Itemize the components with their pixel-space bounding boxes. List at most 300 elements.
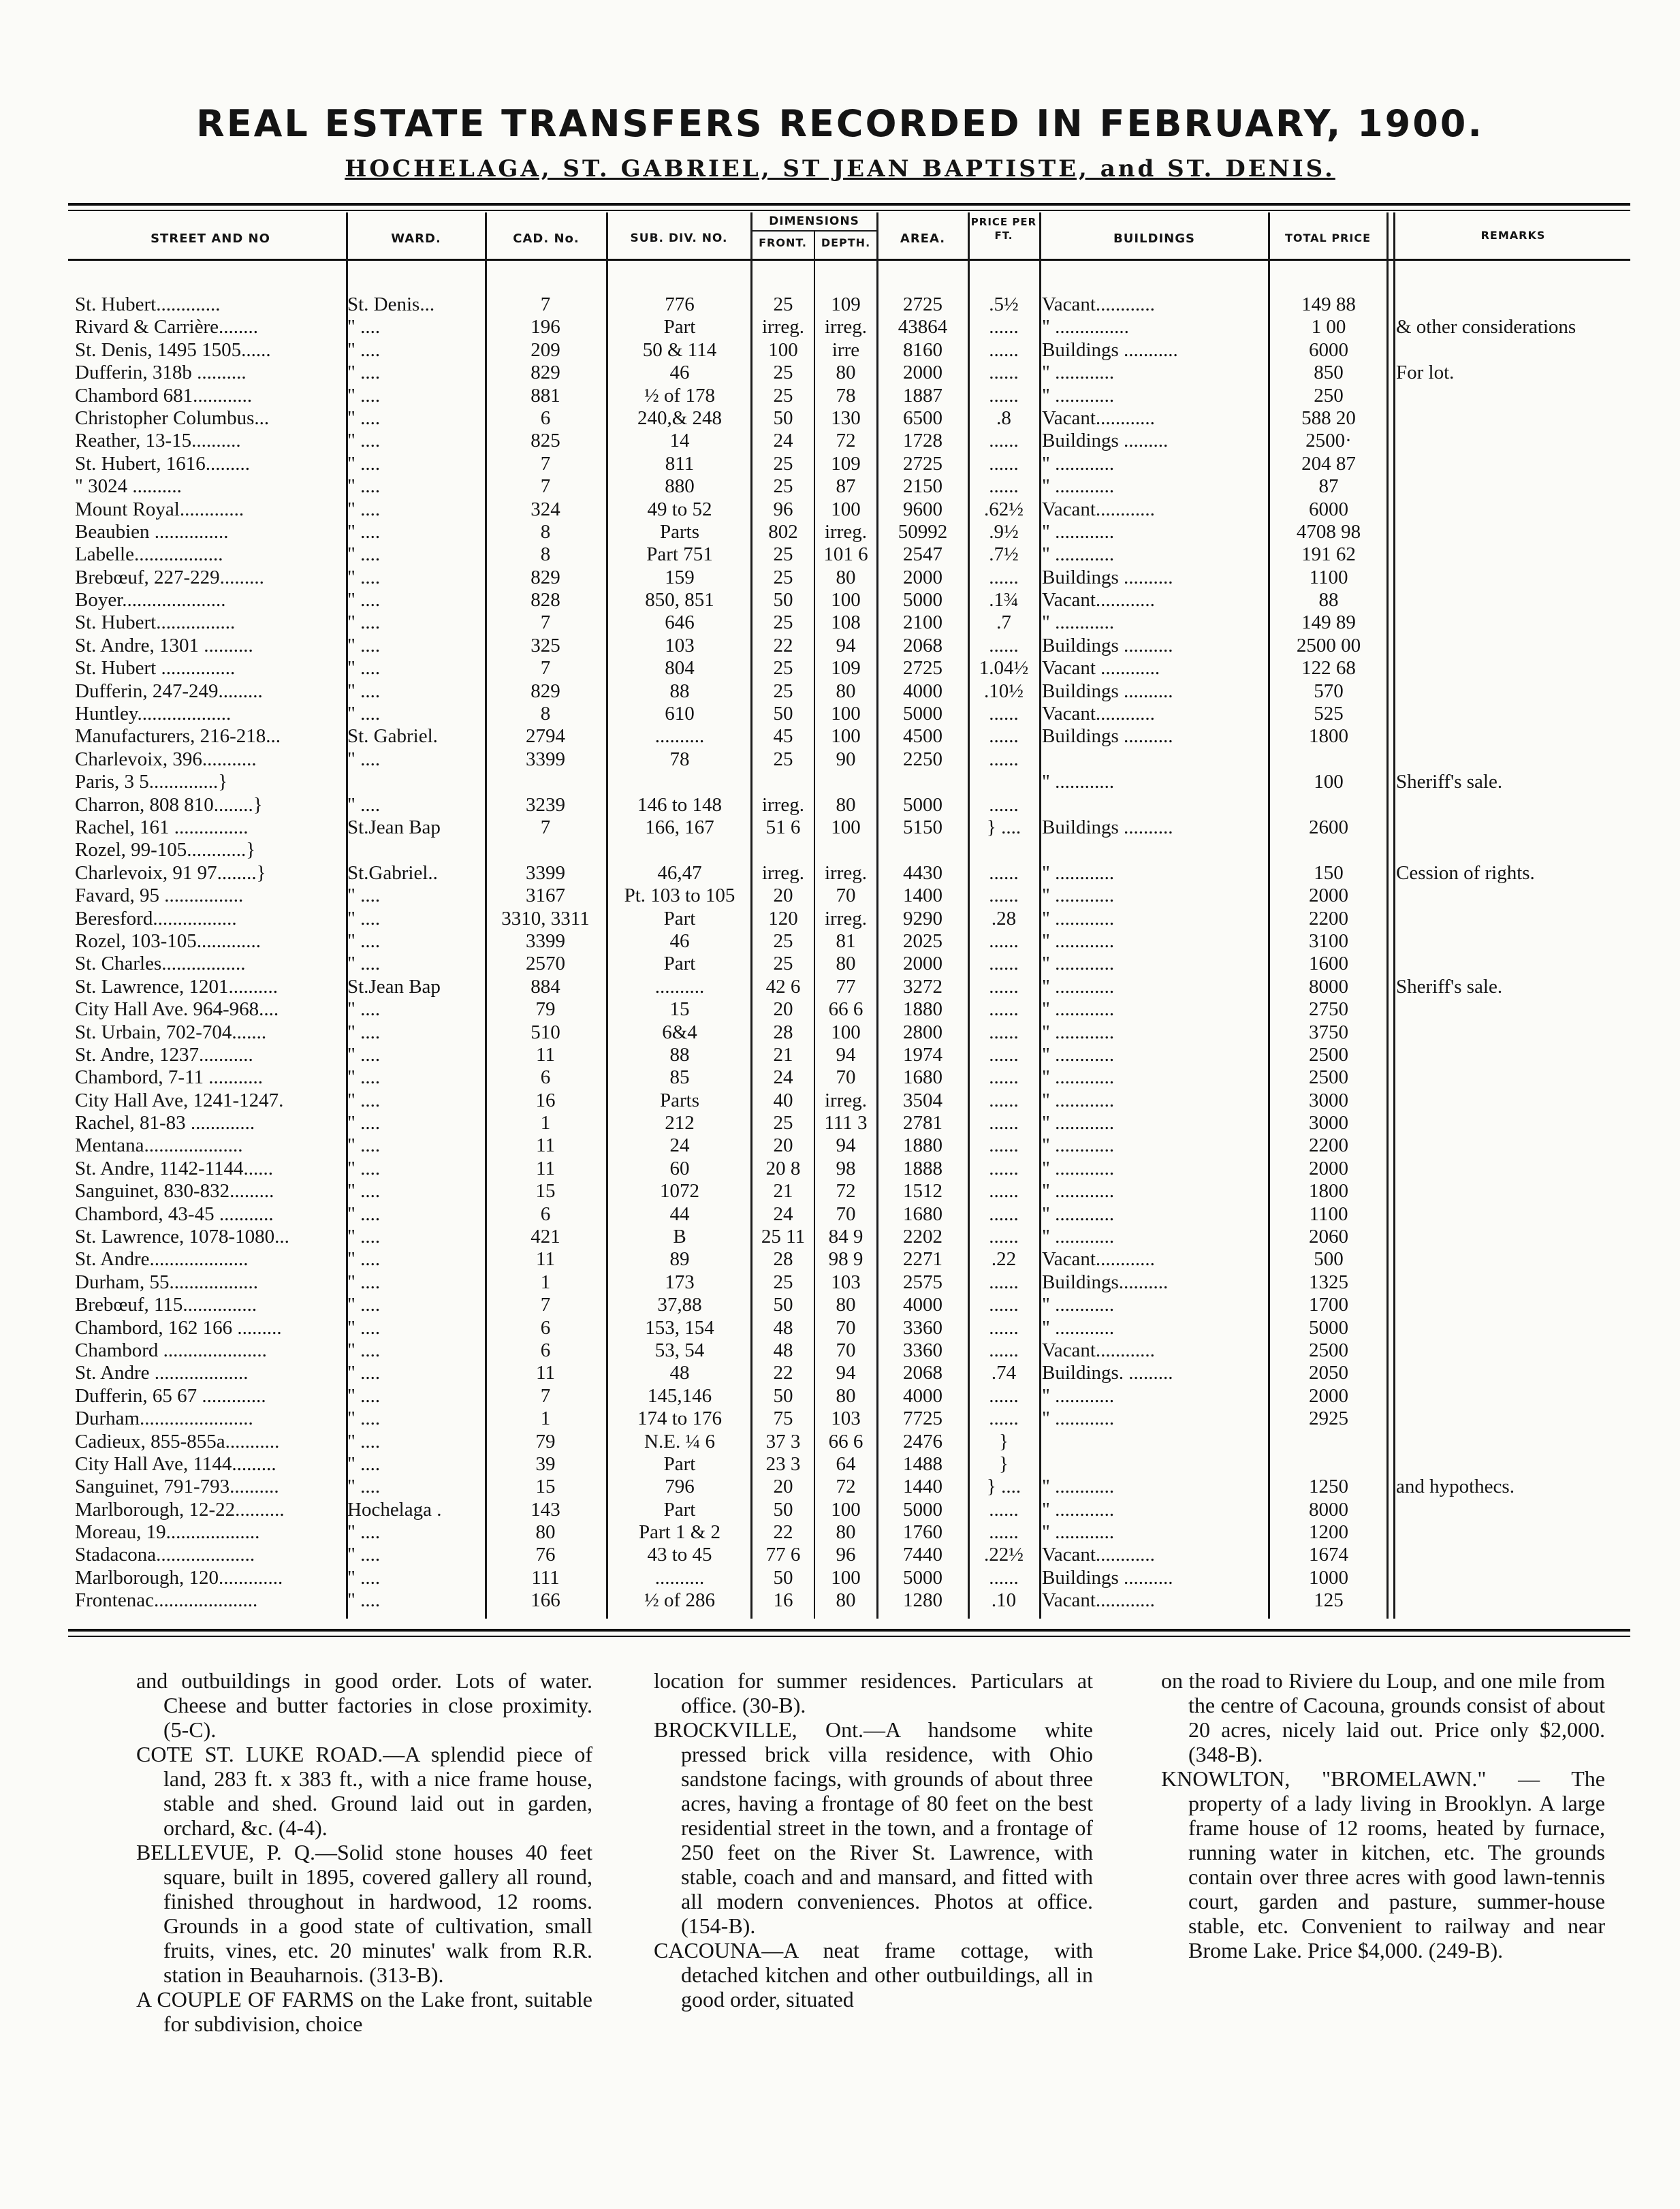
cad-number-cell: 15 [535,1180,556,1203]
ward-cell: " .... [347,1452,381,1475]
total-price-cell: 204 87 [1301,452,1356,475]
area-cell: 2476 [903,1430,942,1452]
ward-cell: " .... [347,748,381,770]
area-cell: 1680 [903,1066,942,1089]
cad-number-cell: 80 [535,1521,556,1544]
table-row [0,385,1680,407]
buildings-cell: Buildings .......... [1042,1566,1173,1589]
front-cell: 25 [773,953,793,975]
buildings-cell: " ............ [1042,520,1115,543]
depth-cell: 103 [831,1271,861,1293]
ward-cell: " .... [347,543,381,566]
street-cell: St. Urbain, 702-704....... [75,1021,267,1043]
price-per-ft-cell: .28 [991,907,1017,929]
front-cell: 22 [773,634,793,656]
bottom-rule-thin [68,1636,1630,1637]
front-cell: 50 [773,703,793,725]
depth-cell: 100 [831,589,861,611]
ward-cell: " .... [347,907,381,929]
sub-division-cell: .......... [654,975,705,998]
ward-cell: " .... [347,1248,381,1271]
ward-cell: " .... [347,520,381,543]
total-price-cell: 1250 [1309,1476,1348,1498]
buildings-cell: " ............ [1042,953,1115,975]
ward-cell: " .... [347,1566,381,1589]
total-price-cell: 2600 [1309,816,1348,838]
sub-division-cell: ½ of 178 [644,384,715,407]
area-cell: 2000 [903,953,942,975]
buildings-cell: " ............ [1042,1521,1115,1544]
sub-division-cell: Part [663,953,696,975]
cad-number-cell: 143 [530,1498,560,1521]
ad-paragraph: location for summer residences. Particulars at office. (30-B). [654,1668,1093,1717]
depth-cell: 80 [836,793,856,816]
depth-cell: 103 [831,1408,861,1430]
price-per-ft-cell: ...... [989,1112,1019,1134]
street-cell: Dufferin, 247-249......... [75,680,263,702]
street-cell: Reather, 13-15.......... [75,430,241,452]
price-per-ft-cell: ...... [989,953,1019,975]
depth-cell: 70 [836,1066,856,1089]
area-cell: 2547 [903,543,942,566]
total-price-cell: 2000 [1309,1157,1348,1179]
buildings-cell: " ............ [1042,1316,1115,1339]
table-row [0,771,1680,793]
sub-division-cell: 159 [665,566,695,588]
front-cell: 20 [773,1134,793,1157]
area-cell: 2575 [903,1271,942,1293]
sub-division-cell: Part [663,316,696,338]
depth-cell: 87 [836,475,856,498]
sub-division-cell: Pt. 103 to 105 [624,885,735,907]
sub-division-cell: N.E. ¼ 6 [644,1430,715,1452]
price-per-ft-cell: ...... [989,1384,1019,1407]
front-cell: 25 [773,657,793,680]
price-per-ft-cell: ...... [989,1134,1019,1157]
table-row [0,589,1680,611]
street-cell: Durham, 55.................. [75,1271,259,1293]
ward-cell: " .... [347,953,381,975]
total-price-cell: 191 62 [1301,543,1356,566]
table-row [0,839,1680,861]
sub-division-cell: 49 to 52 [647,498,712,520]
street-cell: Frontenac..................... [75,1589,258,1612]
sub-division-cell: Part 751 [646,543,713,566]
sub-division-cell: 14 [669,430,690,452]
buildings-cell: " ............ [1042,1226,1115,1248]
front-cell: 50 [773,1294,793,1316]
cad-number-cell: 11 [536,1362,555,1384]
front-cell: 48 [773,1316,793,1339]
ad-paragraph: BROCKVILLE, Ont.—A handsome white pressed brick villa residence, with Ohio sandstone facings, with grounds of about three acres, having a frontage of 80 feet on the best residential street in the town, and a frontage of 250 feet on the River St. Lawrence, with stable, coach and and mansard, and fitted with all modern conveniences. Photos at office. (154-B). [654,1717,1093,1938]
cad-number-cell: 1 [540,1408,551,1430]
cad-number-cell: 3310, 3311 [501,907,590,929]
sub-division-cell: .......... [654,1566,705,1589]
area-cell: 2800 [903,1021,942,1043]
price-per-ft-cell: 1.04½ [979,657,1029,680]
table-row [0,725,1680,748]
cad-number-cell: 11 [536,1043,555,1066]
sub-division-cell: 173 [665,1271,695,1293]
depth-cell: irreg. [825,1089,867,1111]
street-cell: Rachel, 81-83 ............. [75,1112,255,1134]
table-row [0,703,1680,725]
front-cell: 23 3 [765,1452,801,1475]
table-row [0,293,1680,316]
price-per-ft-cell: .7 [996,611,1011,634]
buildings-cell: " ............ [1042,384,1115,407]
table-row [0,1180,1680,1203]
ward-cell: " .... [347,1408,381,1430]
cad-number-cell: 39 [535,1452,556,1475]
area-cell: 4000 [903,1294,942,1316]
street-cell: St. Andre ................... [75,1362,249,1384]
buildings-cell: " ............ [1042,1498,1115,1521]
ward-cell: " .... [347,657,381,680]
area-cell: 3272 [903,975,942,998]
table-row [0,748,1680,771]
page-subtitle: HOCHELAGA, ST. GABRIEL, ST JEAN BAPTISTE, and ST. DENIS. [345,155,1335,182]
total-price-cell: 2750 [1309,998,1348,1021]
price-per-ft-cell: ...... [989,748,1019,770]
front-cell: 21 [773,1043,793,1066]
street-cell: Mount Royal............. [75,498,244,520]
total-price-cell: 1674 [1309,1544,1348,1566]
area-cell: 1440 [903,1476,942,1498]
street-cell: Chambord, 43-45 ........... [75,1203,274,1225]
price-per-ft-cell: ...... [989,1521,1019,1544]
price-per-ft-cell: ...... [989,929,1019,952]
ward-cell: " .... [347,407,381,429]
depth-cell: 98 9 [828,1248,863,1271]
table-row [0,1544,1680,1566]
front-cell: 50 [773,589,793,611]
depth-cell: 77 [836,975,856,998]
price-per-ft-cell: ...... [989,1066,1019,1089]
total-price-cell: 2925 [1309,1408,1348,1430]
depth-cell: 130 [831,407,861,429]
ward-cell: " .... [347,1043,381,1066]
area-cell: 9290 [903,907,942,929]
ward-cell: " .... [347,1089,381,1111]
depth-cell: irreg. [825,520,867,543]
table-row [0,1521,1680,1544]
street-cell: Dufferin, 65 67 ............. [75,1384,266,1407]
front-cell: 802 [768,520,798,543]
cad-number-cell: 325 [530,634,560,656]
total-price-cell: 149 88 [1301,293,1356,315]
depth-cell: 109 [831,657,861,680]
sub-division-cell: 850, 851 [645,589,714,611]
ward-cell: " .... [347,998,381,1021]
sub-division-cell: 53, 54 [654,1339,705,1361]
cad-number-cell: 1 [540,1271,551,1293]
price-per-ft-cell: ...... [989,1316,1019,1339]
table-row [0,862,1680,885]
ward-cell: " .... [347,1226,381,1248]
price-per-ft-cell: ...... [989,1089,1019,1111]
cad-number-cell: 7 [540,452,551,475]
total-price-cell: 122 68 [1301,657,1356,680]
depth-cell: 80 [836,362,856,384]
total-price-cell: 6000 [1309,338,1348,361]
front-cell: irreg. [762,793,804,816]
cad-number-cell: 6 [540,1316,551,1339]
area-cell: 1280 [903,1589,942,1612]
front-cell: 24 [773,430,793,452]
ward-cell: " .... [347,1021,381,1043]
cad-number-cell: 6 [540,1066,551,1089]
street-cell: St. Hubert, 1616......... [75,452,250,475]
table-row [0,816,1680,839]
buildings-cell: " ............ [1042,1043,1115,1066]
front-cell: 25 [773,748,793,770]
sub-division-cell: 804 [665,657,695,680]
total-price-cell: 1700 [1309,1294,1348,1316]
price-per-ft-cell: ...... [989,430,1019,452]
sub-division-cell: 60 [669,1157,690,1179]
price-per-ft-cell: ...... [989,316,1019,338]
ward-cell: " .... [347,1157,381,1179]
street-cell: Charlevoix, 396........... [75,748,257,770]
front-cell: 50 [773,1384,793,1407]
table-row [0,611,1680,634]
table-row [0,953,1680,975]
front-cell: 100 [768,338,798,361]
street-cell: St. Lawrence, 1201.......... [75,975,278,998]
area-cell: 2725 [903,293,942,315]
depth-cell: 81 [836,929,856,952]
front-cell: 40 [773,1089,793,1111]
depth-cell: 80 [836,1521,856,1544]
street-cell: Chambord, 7-11 ........... [75,1066,264,1089]
sub-division-cell: 46,47 [657,861,702,884]
depth-cell: 80 [836,566,856,588]
price-per-ft-cell: ...... [989,1203,1019,1225]
ward-cell: St.Jean Bap [347,975,441,998]
front-cell: 25 [773,543,793,566]
total-price-cell: 1 00 [1311,316,1346,338]
total-price-cell: 87 [1318,475,1339,498]
buildings-cell: " ............ [1042,1203,1115,1225]
depth-cell: 108 [831,611,861,634]
ads-column-1 [136,1668,592,2036]
table-row [0,657,1680,680]
front-cell: 25 [773,293,793,315]
buildings-cell: " ............ [1042,1180,1115,1203]
cad-number-cell: 16 [535,1089,556,1111]
front-cell: 20 [773,885,793,907]
ad-paragraph: COTE ST. LUKE ROAD.—A splendid piece of land, 283 ft. x 383 ft., with a nice frame house, stable and shed. Ground laid out in garden, orchard, &c. (4-4). [136,1742,592,1840]
sub-division-cell: 1072 [660,1180,699,1203]
buildings-cell: " ............ [1042,929,1115,952]
area-cell: 6500 [903,407,942,429]
total-price-cell: 5000 [1309,1316,1348,1339]
buildings-cell: " ............ [1042,1384,1115,1407]
cad-number-cell: 15 [535,1476,556,1498]
top-rule [68,203,1630,206]
cad-number-cell: 829 [530,566,560,588]
depth-cell: 111 3 [824,1112,868,1134]
sub-division-cell: 46 [669,362,690,384]
sub-division-cell: 811 [665,452,695,475]
cad-number-cell: 7 [540,611,551,634]
cad-number-cell: 3167 [526,885,565,907]
area-cell: 2068 [903,1362,942,1384]
cad-number-cell: 111 [531,1566,560,1589]
cad-number-cell: 828 [530,589,560,611]
depth-cell: irreg. [825,861,867,884]
buildings-cell: Buildings ........... [1042,338,1178,361]
front-cell: 20 [773,998,793,1021]
cad-number-cell: 2794 [526,725,565,748]
ward-cell: " .... [347,1384,381,1407]
street-cell: Charlevoix, 91 97........} [75,861,266,884]
street-cell: Brebœuf, 227-229......... [75,566,264,588]
table-row [0,976,1680,998]
total-price-cell: 2000 [1309,1384,1348,1407]
buildings-cell: " ............ [1042,1066,1115,1089]
cad-number-cell: 79 [535,1430,556,1452]
cad-number-cell: 884 [530,975,560,998]
front-cell: 25 [773,1112,793,1134]
front-cell: 75 [773,1408,793,1430]
sub-division-cell: 166, 167 [645,816,714,838]
total-price-cell: 3000 [1309,1089,1348,1111]
sub-division-cell: 6&4 [662,1021,697,1043]
sub-division-cell: 85 [669,1066,690,1089]
ward-cell: " .... [347,1544,381,1566]
header-buildings: BUILDINGS [1113,232,1195,246]
price-per-ft-cell: ...... [989,885,1019,907]
cad-number-cell: 7 [540,475,551,498]
depth-cell: 100 [831,1498,861,1521]
area-cell: 1887 [903,384,942,407]
depth-cell: 100 [831,498,861,520]
cad-number-cell: 7 [540,1384,551,1407]
cad-number-cell: 421 [530,1226,560,1248]
cad-number-cell: 11 [536,1248,555,1271]
sub-division-cell: 146 to 148 [637,793,723,816]
area-cell: 2725 [903,657,942,680]
transfers-table-body [0,293,1680,1612]
buildings-cell: Buildings. ......... [1042,1362,1173,1384]
total-price-cell: 8000 [1309,975,1348,998]
price-per-ft-cell: } [999,1452,1009,1475]
total-price-cell: 3000 [1309,1112,1348,1134]
depth-cell: 80 [836,680,856,702]
front-cell: 28 [773,1021,793,1043]
cad-number-cell: 3399 [526,861,565,884]
price-per-ft-cell: .5½ [989,293,1019,315]
page-title: REAL ESTATE TRANSFERS RECORDED IN FEBRUARY, 1900. [196,102,1484,145]
buildings-cell: Buildings .......... [1042,725,1173,748]
area-cell: 5000 [903,793,942,816]
area-cell: 43864 [898,316,948,338]
depth-cell: 100 [831,816,861,838]
total-price-cell: 2500 [1309,1043,1348,1066]
total-price-cell: 1200 [1309,1521,1348,1544]
front-cell: 22 [773,1521,793,1544]
buildings-cell: Buildings .......... [1042,816,1173,838]
price-per-ft-cell: .10 [991,1589,1017,1612]
sub-division-cell: 103 [665,634,695,656]
buildings-cell: Vacant............ [1042,1339,1155,1361]
area-cell: 1880 [903,998,942,1021]
table-row [0,885,1680,907]
area-cell: 2068 [903,634,942,656]
area-cell: 50992 [898,520,948,543]
sub-division-cell: 240,& 248 [637,407,723,429]
buildings-cell: " ............ [1042,861,1115,884]
buildings-cell: " ............ [1042,998,1115,1021]
cad-number-cell: 8 [540,543,551,566]
header-cad: CAD. No. [513,232,580,246]
area-cell: 2000 [903,566,942,588]
front-cell: 50 [773,1566,793,1589]
table-row [0,1362,1680,1384]
area-cell: 3504 [903,1089,942,1111]
sub-division-cell: 43 to 45 [647,1544,712,1566]
cad-number-cell: 166 [530,1589,560,1612]
street-cell: Sanguinet, 791-793.......... [75,1476,279,1498]
buildings-cell: Vacant............ [1042,703,1155,725]
street-cell: St. Hubert............. [75,293,221,315]
street-cell: St. Andre, 1301 .......... [75,634,253,656]
area-cell: 2100 [903,611,942,634]
price-per-ft-cell: } .... [986,816,1021,838]
header-price-per-ft: PRICE PER FT. [970,216,1037,242]
front-cell: irreg. [762,316,804,338]
ward-cell: " .... [347,384,381,407]
street-cell: Beresford................. [75,907,237,929]
bottom-rule [68,1629,1630,1632]
sub-division-cell: 212 [665,1112,695,1134]
area-cell: 2150 [903,475,942,498]
table-row [0,998,1680,1021]
total-price-cell: 4708 98 [1296,520,1361,543]
depth-cell: 94 [836,1134,856,1157]
buildings-cell: Vacant............ [1042,498,1155,520]
front-cell: 77 6 [765,1544,801,1566]
buildings-cell: Buildings .......... [1042,566,1173,588]
depth-cell: 80 [836,1589,856,1612]
table-row [0,1134,1680,1157]
street-cell: St. Hubert................ [75,611,236,634]
ward-cell: " .... [347,452,381,475]
front-cell: 25 [773,929,793,952]
sub-division-cell: Parts [660,520,699,543]
depth-cell: irreg. [825,316,867,338]
street-cell: Chambord 681............ [75,384,253,407]
ward-cell: " .... [347,1203,381,1225]
area-cell: 5000 [903,1566,942,1589]
remarks-cell: For lot. [1396,362,1455,384]
front-cell: 96 [773,498,793,520]
total-price-cell: 88 [1318,589,1339,611]
area-cell: 2271 [903,1248,942,1271]
area-cell: 5000 [903,589,942,611]
area-cell: 1728 [903,430,942,452]
cad-number-cell: 76 [535,1544,556,1566]
cad-number-cell: 7 [540,816,551,838]
area-cell: 1400 [903,885,942,907]
area-cell: 7725 [903,1408,942,1430]
street-cell: Rozel, 99-105............} [75,839,256,861]
cad-number-cell: 7 [540,1294,551,1316]
sub-division-cell: 610 [665,703,695,725]
buildings-cell: " ............ [1042,543,1115,566]
